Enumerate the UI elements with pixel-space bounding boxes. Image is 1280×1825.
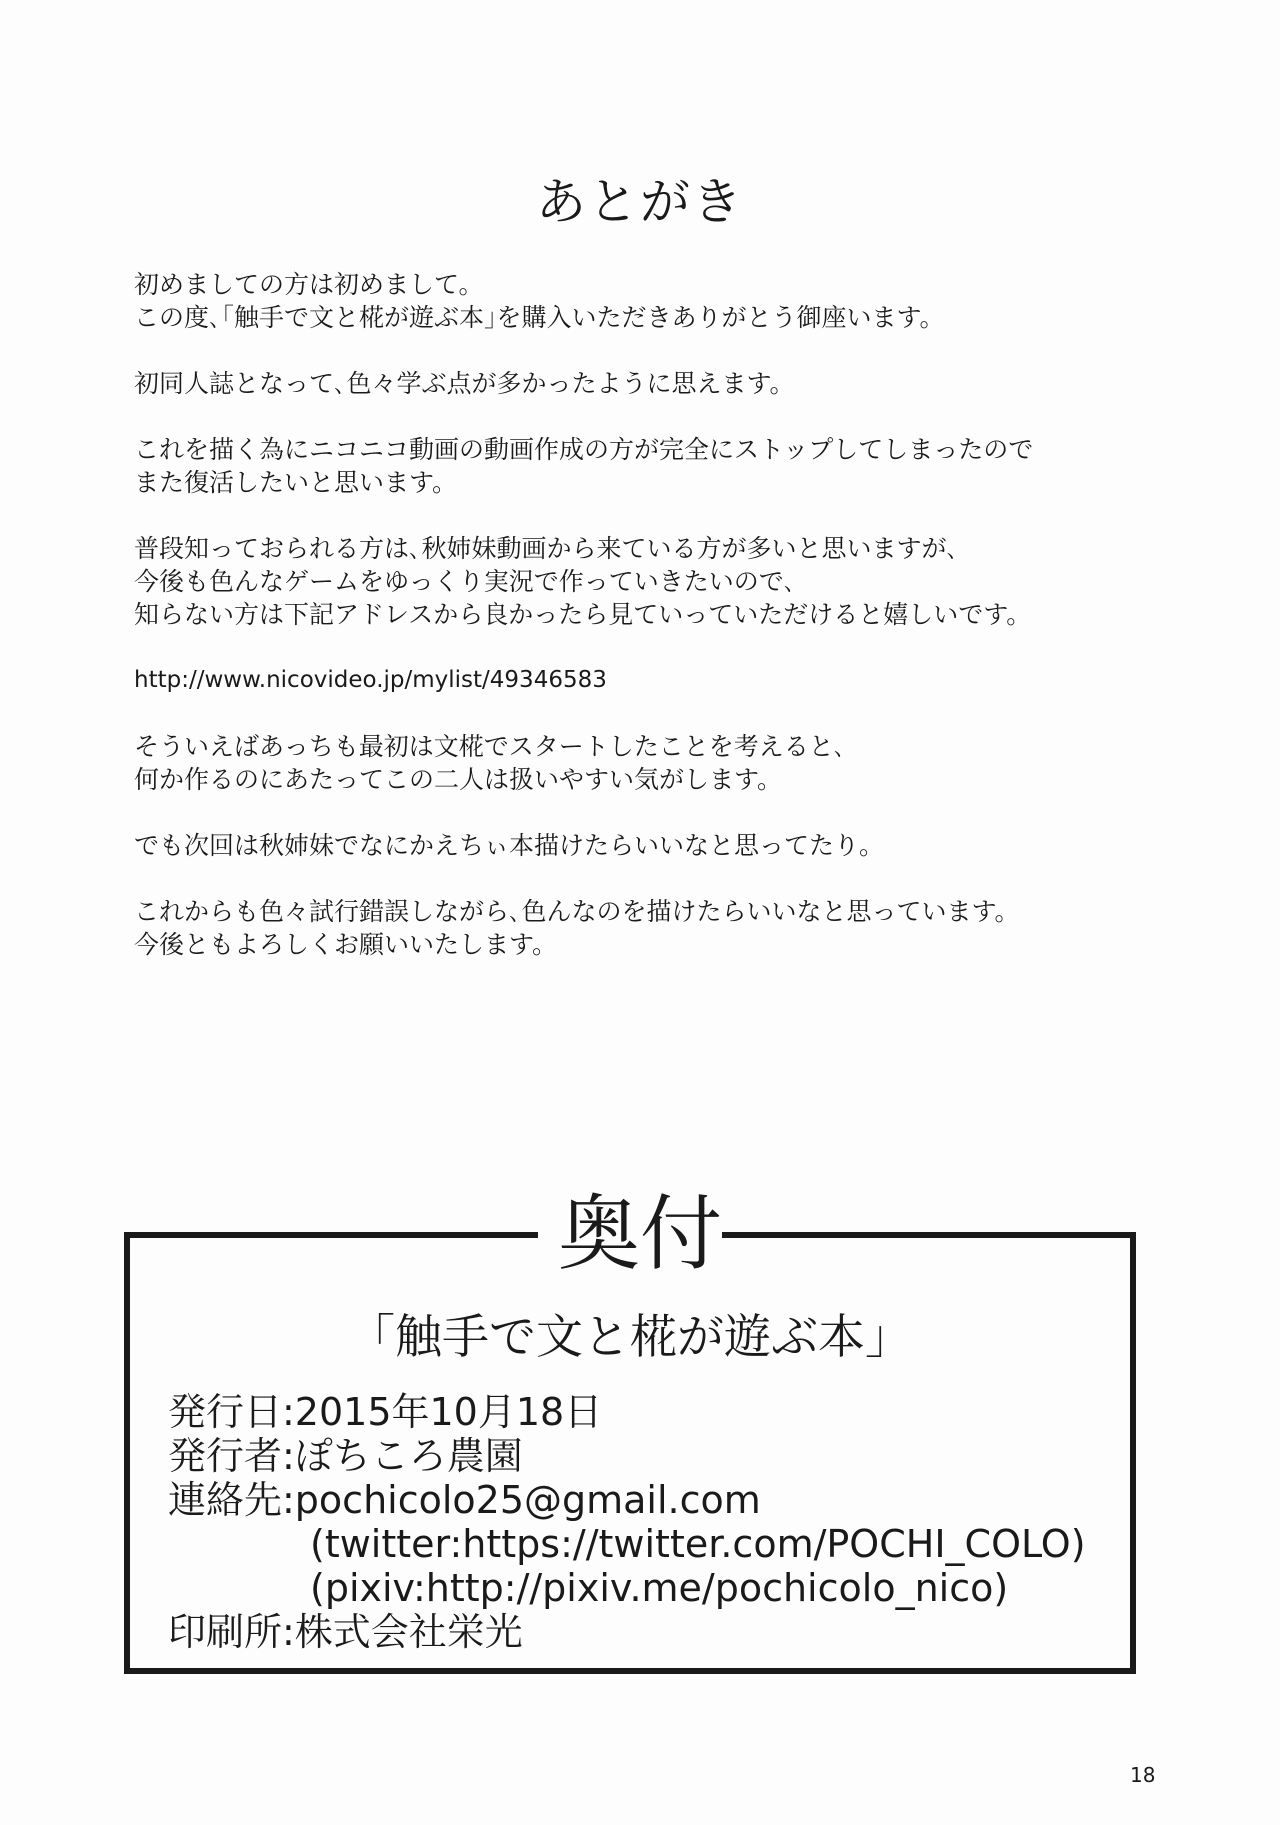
text-line: 普段知っておられる方は､秋姉妹動画から来ている方が多いと思いますが､ bbox=[134, 534, 960, 563]
afterword-paragraph bbox=[134, 367, 1184, 400]
colophon-info bbox=[168, 1390, 1086, 1654]
afterword-paragraph bbox=[134, 433, 1184, 499]
text-line: 今後も色んなゲームをゆっくり実況で作っていきたいので､ bbox=[134, 567, 797, 596]
twitter-link: (twitter:https://twitter.com/POCHI_COLO) bbox=[310, 1522, 1086, 1566]
publish-date: 発行日:2015年10月18日 bbox=[168, 1390, 603, 1434]
afterword-paragraph bbox=[134, 829, 1184, 862]
book-title: ｢触手で文と椛が遊ぶ本｣ bbox=[371, 1310, 889, 1365]
printer: 印刷所:株式会社栄光 bbox=[168, 1610, 523, 1654]
publisher: 発行者:ぽちころ農園 bbox=[168, 1434, 523, 1478]
afterword-title: あとがき bbox=[536, 173, 744, 231]
colophon-heading: 奥付 bbox=[557, 1187, 722, 1282]
afterword-paragraph bbox=[134, 895, 1184, 961]
text-line: 初同人誌となって､色々学ぶ点が多かったように思えます。 bbox=[134, 369, 795, 398]
text-line: でも次回は秋姉妹でなにかえちぃ本描けたらいいなと思ってたり。 bbox=[134, 831, 885, 860]
text-line: 何か作るのにあたってこの二人は扱いやすい気がします。 bbox=[134, 765, 783, 794]
mylist-url: http://www.nicovideo.jp/mylist/49346583 bbox=[134, 667, 607, 693]
text-line: 初めましての方は初めまして。 bbox=[134, 270, 484, 299]
afterword-paragraph bbox=[134, 664, 1184, 697]
afterword-paragraph bbox=[134, 532, 1184, 631]
text-line: この度､｢触手で文と椛が遊ぶ本｣を購入いただきありがとう御座います。 bbox=[134, 303, 945, 332]
contact-email: 連絡先:pochicolo25@gmail.com bbox=[168, 1478, 761, 1522]
text-line: また復活したいと思います。 bbox=[134, 468, 458, 497]
pixiv-link: (pixiv:http://pixiv.me/pochicolo_nico) bbox=[310, 1566, 1009, 1610]
colophon-box bbox=[124, 1232, 1136, 1674]
afterword-paragraph bbox=[134, 730, 1184, 796]
text-line: 知らない方は下記アドレスから良かったら見ていっていただけると嬉しいです。 bbox=[134, 600, 1032, 629]
text-line: これを描く為にニコニコ動画の動画作成の方が完全にストップしてしまったので bbox=[134, 435, 1034, 464]
afterword-body bbox=[134, 268, 1184, 994]
afterword-paragraph bbox=[134, 268, 1184, 334]
text-line: 今後ともよろしくお願いいたします。 bbox=[134, 930, 558, 959]
page-number: 18 bbox=[1130, 1763, 1156, 1787]
text-line: そういえばあっちも最初は文椛でスタートしたことを考えると､ bbox=[134, 732, 847, 761]
text-line: これからも色々試行錯誤しながら､色んなのを描けたらいいなと思っています。 bbox=[134, 897, 1020, 926]
